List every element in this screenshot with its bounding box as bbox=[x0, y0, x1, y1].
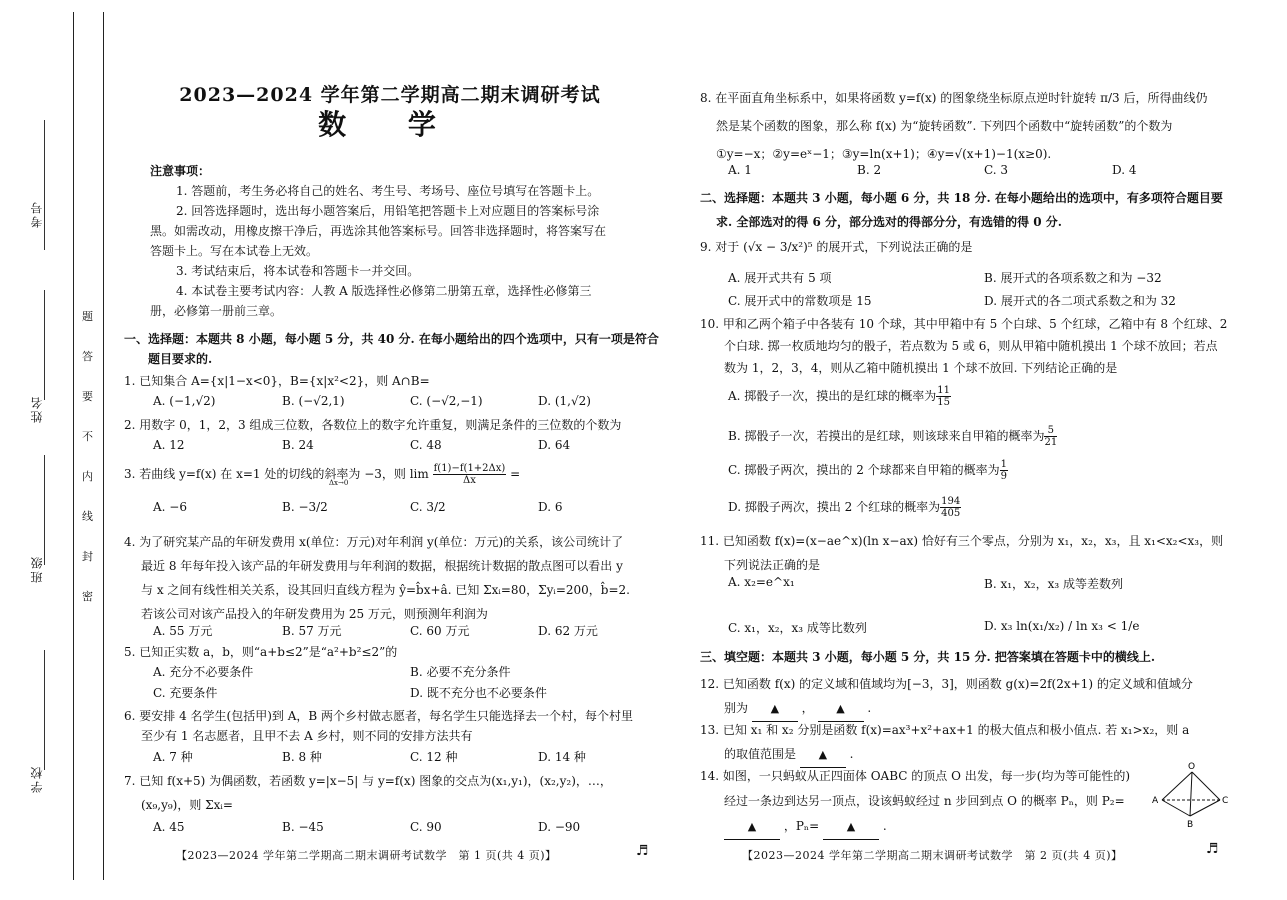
q4-option: A. 55 万元 bbox=[153, 624, 213, 638]
q1-option: D. (1,√2) bbox=[538, 394, 591, 408]
q10 bbox=[700, 313, 1227, 379]
q13-text: 的取值范围是 bbox=[724, 747, 797, 761]
q9-option: D. 展开式的各二项式系数之和为 32 bbox=[984, 294, 1176, 308]
tetra-edge bbox=[1192, 772, 1220, 800]
notice-item: 2. 回答选择题时，选出每小题答案后，用铅笔把答题卡上对应题目的答案标号涂 bbox=[176, 204, 600, 218]
page1-questions bbox=[124, 331, 684, 367]
class-line bbox=[44, 455, 45, 565]
exam-title: 2023—2024 学年第二学期高二期末调研考试 bbox=[179, 84, 601, 106]
q12-end: . bbox=[867, 701, 872, 715]
answer-blank: ▲ bbox=[818, 697, 864, 722]
q10-line: 数为 1，2，3，4，则从乙箱中随机摸出 1 个球不放回. 下列结论正确的是 bbox=[724, 361, 1118, 375]
q10-option-d bbox=[728, 496, 961, 519]
q3-option: A. −6 bbox=[153, 500, 187, 514]
q14-line-3 bbox=[700, 814, 1130, 840]
fraction-denominator: 15 bbox=[937, 397, 951, 408]
q14-line: 14. 如图，一只蚂蚁从正四面体 OABC 的顶点 O 出发，每一步(均为等可能性的) bbox=[700, 769, 1131, 783]
q6 bbox=[124, 706, 633, 746]
q1-option: B. (−√2,1) bbox=[282, 394, 345, 408]
tetra-edge bbox=[1190, 800, 1220, 816]
answer-blank: ▲ bbox=[752, 697, 798, 722]
name-line bbox=[44, 290, 45, 400]
q4-line: 最近 8 年每年投入该产品的年研发费用与年利润的数据，根据统计数据的散点图可以看出 y bbox=[141, 559, 623, 573]
q2-option: C. 48 bbox=[410, 438, 442, 452]
q13 bbox=[700, 718, 1189, 768]
tetra-label: B bbox=[1187, 820, 1194, 830]
section1-heading: 一、选择题：本题共 8 小题，每小题 5 分，共 40 分. 在每小题给出的四个选项中，只有一项是符合 bbox=[124, 332, 659, 346]
q7-option: C. 90 bbox=[410, 820, 442, 834]
page1-footer: 【2023—2024 学年第二学期高二期末调研考试数学 第 1 页(共 4 页)】 bbox=[176, 849, 557, 862]
q7-line: 7. 已知 f(x+5) 为偶函数，若函数 y=|x−5| 与 y=f(x) 图象的交点为(x₁,y₁)，(x₂,y₂)，…， bbox=[124, 774, 612, 788]
seal-char: 不 bbox=[82, 430, 97, 443]
q11 bbox=[700, 529, 1223, 577]
binding-line-right bbox=[103, 12, 104, 880]
fraction-denominator: 21 bbox=[1044, 437, 1058, 448]
q6-option: A. 7 种 bbox=[153, 750, 193, 764]
answer-blank: ▲ bbox=[800, 743, 846, 768]
tetra-edge bbox=[1162, 772, 1192, 800]
q10-option-text: C. 掷骰子两次，摸出的 2 个球都来自甲箱的概率为 bbox=[728, 463, 1000, 477]
exam-no-label: 考号 bbox=[30, 200, 44, 228]
tetrahedron-figure bbox=[1150, 760, 1230, 830]
q1-option: A. (−1,√2) bbox=[153, 394, 216, 408]
seal-char: 答 bbox=[82, 350, 97, 363]
fraction-numerator: 11 bbox=[937, 385, 951, 396]
fraction-numerator: 1 bbox=[1000, 459, 1008, 470]
notice-item: 1. 答题前，考生务必将自己的姓名、考生号、考场号、座位号填写在答题卡上。 bbox=[176, 184, 600, 198]
section3-heading: 三、填空题：本题共 3 小题，每小题 5 分，共 15 分. 把答案填在答题卡中的横线上. bbox=[700, 650, 1156, 664]
notice-item: 黑。如需改动，用橡皮擦干净后，再选涂其他答案标号。回答非选择题时，将答案写在 bbox=[150, 224, 607, 238]
notice-item: 4. 本试卷主要考试内容：人教 A 版选择性必修第二册第五章，选择性必修第三 bbox=[176, 284, 592, 298]
q12-sep: ， bbox=[801, 701, 814, 715]
q12-line: 12. 已知函数 f(x) 的定义域和值域均为[−3，3]，则函数 g(x)=2f(2x+1) 的定义域和值域分 bbox=[700, 677, 1193, 691]
seal-char: 线 bbox=[82, 510, 97, 523]
q4-option: C. 60 万元 bbox=[410, 624, 470, 638]
section2-line: 二、选择题：本题共 3 小题，每小题 6 分，共 18 分. 在每小题给出的选项中，有多项符合题目要 bbox=[700, 191, 1223, 205]
music-note-icon: ♬ bbox=[1206, 841, 1219, 857]
q11-option: C. x₁，x₂，x₃ 成等比数列 bbox=[728, 621, 867, 635]
tetra-label: O bbox=[1188, 762, 1196, 772]
q6-line: 至少有 1 名志愿者，且甲不去 A 乡村，则不同的安排方法共有 bbox=[141, 729, 473, 743]
tetra-edge bbox=[1162, 800, 1190, 816]
q11-line: 下列说法正确的是 bbox=[724, 558, 821, 572]
q12-text: 别为 bbox=[724, 701, 749, 715]
q10-option-a bbox=[728, 385, 951, 408]
music-note-icon: ♬ bbox=[636, 843, 649, 859]
q5: 5. 已知正实数 a，b，则“a+b≤2”是“a²+b²≤2”的 bbox=[124, 645, 398, 659]
tetra-label: C bbox=[1222, 796, 1229, 806]
q14-text: ，Pₙ= bbox=[783, 819, 820, 833]
q10-b-fraction bbox=[1044, 425, 1057, 448]
q10-c-fraction bbox=[1000, 459, 1008, 482]
q3-option: D. 6 bbox=[538, 500, 563, 514]
q4-line: 与 x 之间有线性相关关系，设其回归直线方程为 ŷ=b̂x+â. 已知 Σxᵢ=80，Σyᵢ=200，b̂=2. bbox=[141, 583, 630, 597]
q3-text: 3. 若曲线 y=f(x) 在 x=1 处的切线的斜率为 −3，则 lim bbox=[124, 467, 429, 481]
q8-option: D. 4 bbox=[1112, 163, 1137, 177]
q2-option: A. 12 bbox=[153, 438, 185, 452]
q8-option: C. 3 bbox=[984, 163, 1009, 177]
q8-line: 然是某个函数的图象，那么称 f(x) 为“旋转函数”. 下列四个函数中“旋转函数”的个数为 bbox=[716, 119, 1173, 133]
notice-title: 注意事项： bbox=[150, 164, 211, 178]
q5-option: B. 必要不充分条件 bbox=[410, 665, 511, 679]
q10-d-fraction bbox=[940, 496, 961, 519]
q10-option-text: B. 掷骰子一次，若摸出的是红球，则该球来自甲箱的概率为 bbox=[728, 429, 1045, 443]
q4 bbox=[124, 530, 630, 626]
q11-option: A. x₂=e^x₁ bbox=[728, 575, 795, 589]
q7 bbox=[124, 769, 612, 817]
q9-option: C. 展开式中的常数项是 15 bbox=[728, 294, 872, 308]
q3-numerator: f(1)−f(1+2Δx) bbox=[433, 463, 506, 474]
q9-option: B. 展开式的各项系数之和为 −32 bbox=[984, 271, 1162, 285]
q4-line: 4. 为了研究某产品的年研发费用 x(单位：万元)对年利润 y(单位：万元)的关系，该公司统计了 bbox=[124, 535, 624, 549]
q6-option: C. 12 种 bbox=[410, 750, 458, 764]
exam-no-line bbox=[44, 120, 45, 250]
q3 bbox=[124, 463, 520, 486]
q6-option: D. 14 种 bbox=[538, 750, 586, 764]
q8 bbox=[700, 84, 1208, 168]
q10-option-c bbox=[728, 459, 1008, 482]
q10-option-text: D. 掷骰子两次，摸出 2 个红球的概率为 bbox=[728, 500, 941, 514]
q7-option: A. 45 bbox=[153, 820, 185, 834]
seal-char: 题 bbox=[82, 310, 97, 323]
q4-line: 若该公司对该产品投入的年研发费用为 25 万元，则预测年利润为 bbox=[141, 607, 488, 621]
q8-line: 8. 在平面直角坐标系中，如果将函数 y=f(x) 的图象绕坐标原点逆时针旋转 π/3 后，所得曲线仍 bbox=[700, 91, 1208, 105]
q9-option: A. 展开式共有 5 项 bbox=[728, 271, 832, 285]
q13-end: . bbox=[849, 747, 854, 761]
name-label: 姓名 bbox=[30, 395, 44, 423]
q10-a-fraction bbox=[936, 385, 951, 408]
q13-line: 13. 已知 x₁ 和 x₂ 分别是函数 f(x)=ax³+x²+ax+1 的极大值点和极小值点. 若 x₁>x₂，则 a bbox=[700, 723, 1190, 737]
q4-option: D. 62 万元 bbox=[538, 624, 598, 638]
answer-blank: ▲ bbox=[823, 814, 879, 840]
q1: 1. 已知集合 A={x|1−x<0}，B={x|x²<2}，则 A∩B= bbox=[124, 374, 430, 388]
q3-lim-sub: Δx→0 bbox=[329, 479, 349, 487]
seal-char: 封 bbox=[82, 550, 97, 563]
fraction-denominator: 405 bbox=[941, 508, 961, 519]
page2-footer: 【2023—2024 学年第二学期高二期末调研考试数学 第 2 页(共 4 页)】 bbox=[742, 849, 1123, 862]
q11-line: 11. 已知函数 f(x)=(x−ae^x)(ln x−ax) 恰好有三个零点，分别为 x₁，x₂，x₃，且 x₁<x₂<x₃，则 bbox=[700, 534, 1224, 548]
seal-char: 内 bbox=[82, 470, 97, 483]
notice-item: 答题卡上。写在本试卷上无效。 bbox=[150, 244, 319, 258]
fraction-numerator: 5 bbox=[1044, 425, 1057, 437]
q12 bbox=[700, 672, 1193, 722]
q6-option: B. 8 种 bbox=[282, 750, 322, 764]
notice-block bbox=[150, 161, 670, 321]
q7-option: B. −45 bbox=[282, 820, 324, 834]
q2-option: D. 64 bbox=[538, 438, 571, 452]
tetra-label: A bbox=[1152, 796, 1159, 806]
q14 bbox=[700, 764, 1130, 840]
q2-option: B. 24 bbox=[282, 438, 314, 452]
fraction-denominator: 9 bbox=[1000, 471, 1008, 482]
q5-option: A. 充分不必要条件 bbox=[153, 665, 254, 679]
q8-line: ①y=−x；②y=eˣ−1；③y=ln(x+1)；④y=√(x+1)−1(x≥0). bbox=[716, 147, 1052, 161]
q10-line: 10. 甲和乙两个箱子中各装有 10 个球，其中甲箱中有 5 个白球、5 个红球，乙箱中有 8 个红球、2 bbox=[700, 317, 1228, 331]
tetra-edge bbox=[1190, 772, 1192, 816]
q1-option: C. (−√2,−1) bbox=[410, 394, 483, 408]
q8-option: B. 2 bbox=[857, 163, 882, 177]
class-label: 班级 bbox=[30, 555, 44, 583]
q10-line: 个白球. 掷一枚质地均匀的骰子，若点数为 5 或 6，则从甲箱中随机摸出 1 个球不放回；若点 bbox=[724, 339, 1218, 353]
notice-item: 3. 考试结束后，将本试卷和答题卡一并交回。 bbox=[176, 264, 420, 278]
section1-heading-cont: 题目要求的. bbox=[148, 352, 213, 366]
section2-line: 求. 全部选对的得 6 分，部分选对的得部分分，有选错的得 0 分. bbox=[716, 215, 1062, 229]
school-line bbox=[44, 650, 45, 770]
q10-option-text: A. 掷骰子一次，摸出的是红球的概率为 bbox=[728, 389, 937, 403]
section2-heading bbox=[700, 186, 1223, 234]
answer-blank: ▲ bbox=[724, 814, 780, 840]
seal-char: 要 bbox=[82, 390, 97, 403]
fraction-numerator: 194 bbox=[941, 496, 961, 507]
q3-denominator: Δx bbox=[463, 475, 476, 486]
q14-line: 经过一条边到达另一顶点，设该蚂蚁经过 n 步回到点 O 的概率 Pₙ，则 P₂= bbox=[724, 794, 1125, 808]
q10-option-b bbox=[728, 425, 1057, 448]
q11-option: D. x₃ ln(x₁/x₂) / ln x₃ < 1/e bbox=[984, 619, 1140, 633]
q8-option: A. 1 bbox=[728, 163, 752, 177]
subject-title: 数 学 bbox=[318, 108, 462, 141]
q5-option: C. 充要条件 bbox=[153, 686, 218, 700]
notice-item: 册，必修第一册前三章。 bbox=[150, 304, 283, 318]
school-label: 学校 bbox=[30, 765, 44, 793]
q3-option: C. 3/2 bbox=[410, 500, 446, 514]
q3-option: B. −3/2 bbox=[282, 500, 328, 514]
q6-line: 6. 要安排 4 名学生(包括甲)到 A，B 两个乡村做志愿者，每名学生只能选择去一个村，每个村里 bbox=[124, 709, 634, 723]
q14-end: . bbox=[882, 819, 887, 833]
q11-option: B. x₁，x₂，x₃ 成等差数列 bbox=[984, 577, 1123, 591]
q3-tail: = bbox=[510, 467, 521, 481]
binding-line-left bbox=[73, 12, 74, 880]
q7-option: D. −90 bbox=[538, 820, 581, 834]
q5-option: D. 既不充分也不必要条件 bbox=[410, 686, 547, 700]
q2: 2. 用数字 0，1，2，3 组成三位数，各数位上的数字允许重复，则满足条件的三位数的个数为 bbox=[124, 418, 622, 432]
q4-option: B. 57 万元 bbox=[282, 624, 342, 638]
q9: 9. 对于 (√x − 3/x²)⁵ 的展开式，下列说法正确的是 bbox=[700, 240, 973, 254]
q3-fraction bbox=[433, 463, 507, 486]
q7-line: (x₉,y₉)，则 Σxᵢ= bbox=[141, 798, 233, 812]
seal-char: 密 bbox=[82, 590, 97, 603]
